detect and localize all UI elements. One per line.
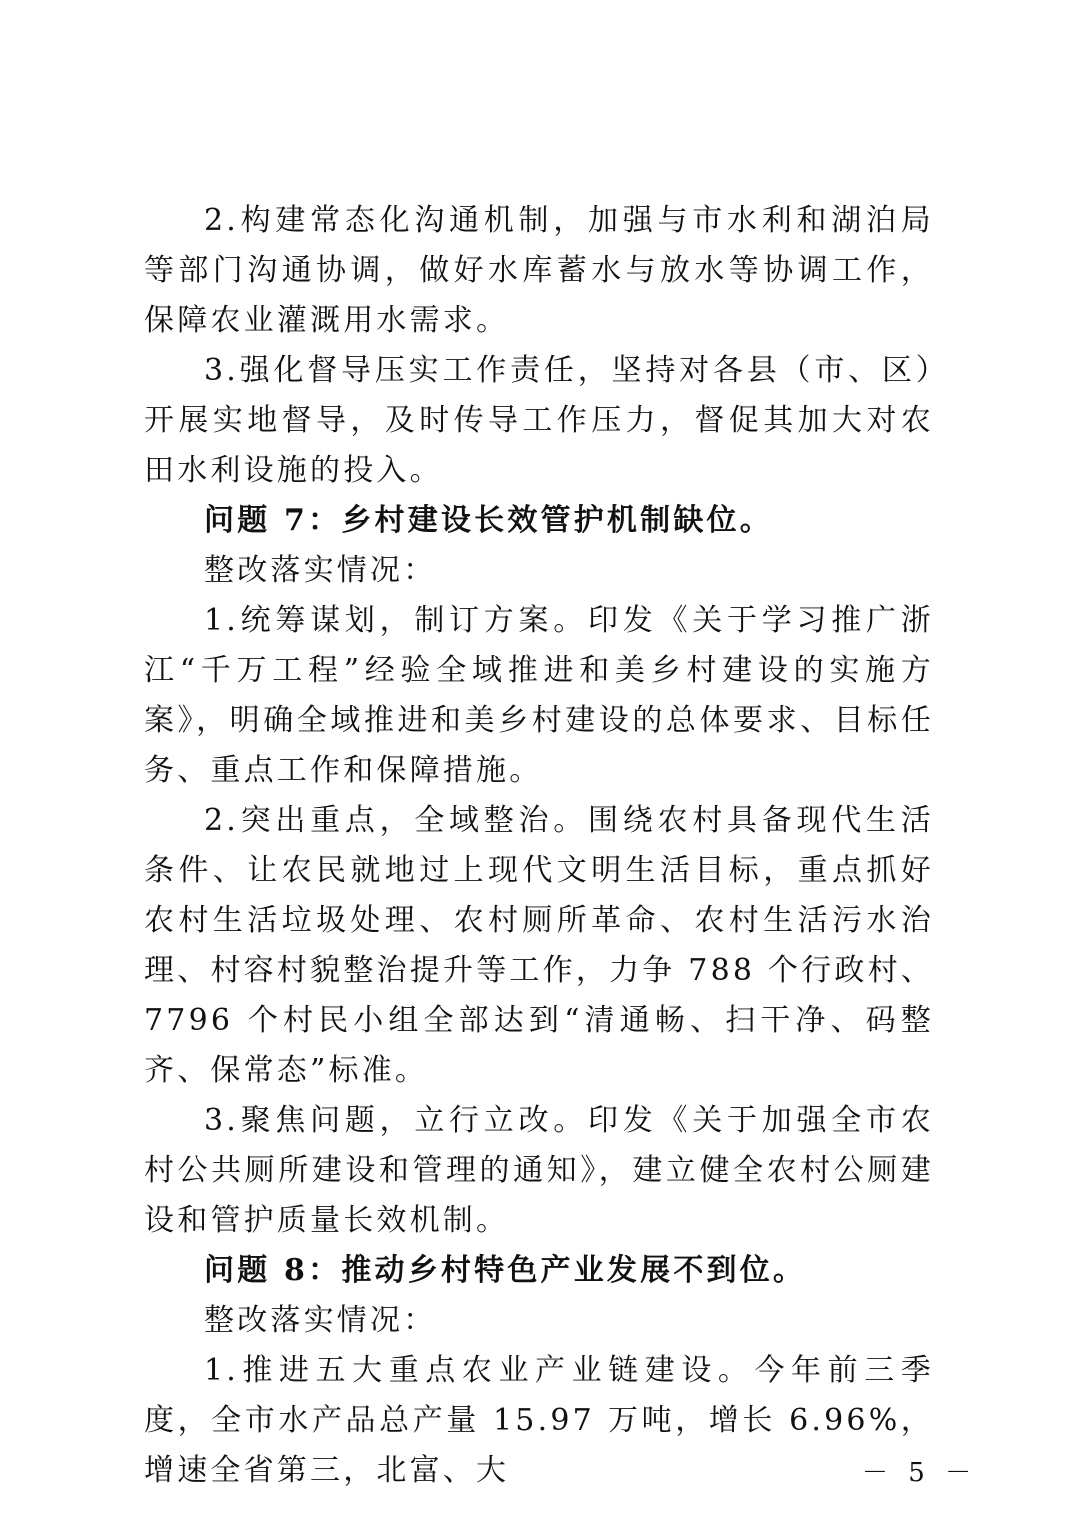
- paragraph-item-3: 3.强化督导压实工作责任，坚持对各县（市、区）开展实地督导，及时传导工作压力，督促其加大对农田水利设施的投入。: [144, 353, 934, 488]
- paragraph-item-1b: 1.推进五大重点农业产业链建设。今年前三季度，全市水产品总产量 15.97 万吨，增长 6.96%，增速全省第三，北富、大: [144, 1353, 934, 1488]
- paragraph-item-2b: 2.突出重点，全域整治。围绕农村具备现代生活条件、让农民就地过上现代文明生活目标，重点抓好农村生活垃圾处理、农村厕所革命、农村生活污水治理、村容村貌整治提升等工作，力争 788 个行政村、7796 个村民小组全部达到“清通畅、扫干净、码整齐、保常态”标准。: [144, 803, 934, 1088]
- document-body: [144, 196, 934, 1496]
- problem-8-heading: 问题 8：推动乡村特色产业发展不到位。: [204, 1253, 807, 1288]
- rectification-label: 整改落实情况：: [204, 553, 437, 588]
- paragraph-item-2: 2.构建常态化沟通机制，加强与市水利和湖泊局等部门沟通协调，做好水库蓄水与放水等协调工作，保障农业灌溉用水需求。: [144, 203, 934, 338]
- problem-7-heading: 问题 7：乡村建设长效管护机制缺位。: [204, 503, 773, 538]
- paragraph-item-3b: 3.聚焦问题，立行立改。印发《关于加强全市农村公共厕所建设和管理的通知》，建立健全农村公厕建设和管护质量长效机制。: [144, 1103, 934, 1238]
- page-number: － 5 －: [862, 1458, 978, 1488]
- paragraph-item-1: 1.统筹谋划，制订方案。印发《关于学习推广浙江“千万工程”经验全域推进和美乡村建设的实施方案》，明确全域推进和美乡村建设的总体要求、目标任务、重点工作和保障措施。: [144, 603, 934, 788]
- rectification-label-2: 整改落实情况：: [204, 1303, 437, 1338]
